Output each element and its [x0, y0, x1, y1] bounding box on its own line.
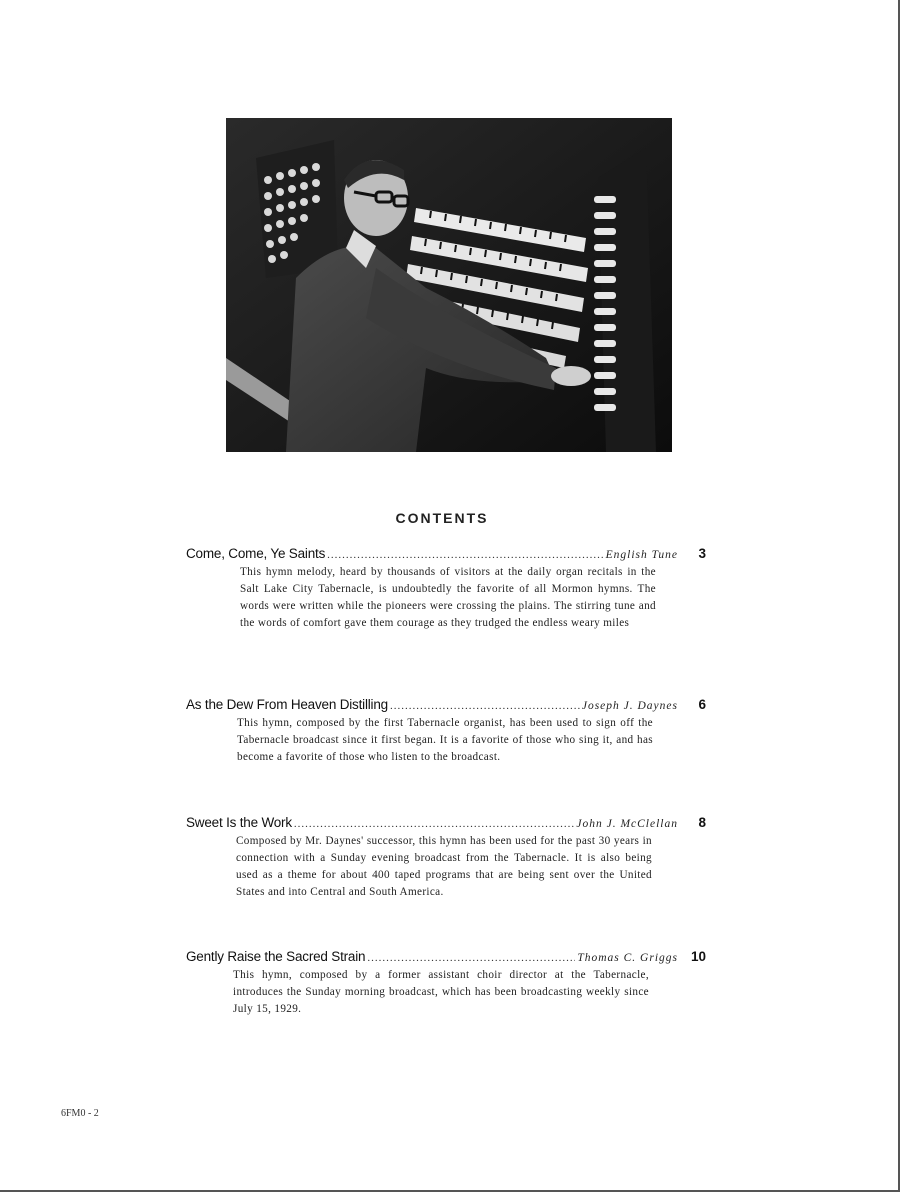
entry-line	[186, 815, 706, 830]
contents-entry	[186, 949, 706, 1018]
entry-page-number: 10	[690, 949, 706, 964]
entry-line	[186, 697, 706, 712]
entry-page-number: 8	[698, 815, 706, 830]
entry-title: Come, Come, Ye Saints	[186, 546, 326, 561]
entry-page-number: 3	[698, 546, 706, 561]
entry-composer: English Tune	[605, 549, 678, 561]
contents-heading: CONTENTS	[395, 510, 489, 526]
dot-leader	[294, 818, 574, 830]
contents-entry	[186, 697, 706, 766]
dot-leader	[327, 549, 603, 561]
entry-title: Sweet Is the Work	[186, 815, 292, 830]
entry-composer: Thomas C. Griggs	[577, 952, 678, 964]
organist-photo	[226, 118, 672, 452]
footer-code: 6FM0 - 2	[61, 1108, 99, 1119]
dot-leader	[367, 952, 575, 964]
entry-page-number: 6	[698, 697, 706, 712]
entry-title: As the Dew From Heaven Distilling	[186, 697, 388, 712]
dot-leader	[390, 700, 580, 712]
entry-composer: John J. McClellan	[576, 818, 678, 830]
entry-line	[186, 949, 706, 964]
contents-entry	[186, 815, 706, 901]
entry-title: Gently Raise the Sacred Strain	[186, 949, 366, 964]
entry-description: Composed by Mr. Daynes' successor, this hymn has been used for the past 30 years in connection with a Sunday evening broadcast from the Tabernacle. It is also being used as a theme for about 400 taped programs that are being sent over the United States and into Central and South America.	[236, 835, 652, 898]
entry-composer: Joseph J. Daynes	[581, 700, 678, 712]
entry-line	[186, 546, 706, 561]
contents-entry	[186, 546, 706, 632]
entry-description: This hymn melody, heard by thousands of visitors at the daily organ recitals in the Salt Lake City Tabernacle, is undoubtedly the favorite of all Mormon hymns. The words were written while the pioneers were crossing the plains. The stirring tune and the words of comfort gave them courage as they trudged the endless weary miles	[240, 566, 656, 629]
entry-description: This hymn, composed by a former assistant choir director at the Tabernacle, introduces the Sunday morning broadcast, which has been broadcasting weekly since July 15, 1929.	[233, 969, 649, 1015]
entry-description: This hymn, composed by the first Tabernacle organist, has been used to sign off the Tabernacle broadcast since it first began. It is a favorite of those who sing it, and has become a favorite of those who listen to the broadcast.	[237, 717, 653, 763]
organist-photo-drawing	[226, 118, 672, 452]
